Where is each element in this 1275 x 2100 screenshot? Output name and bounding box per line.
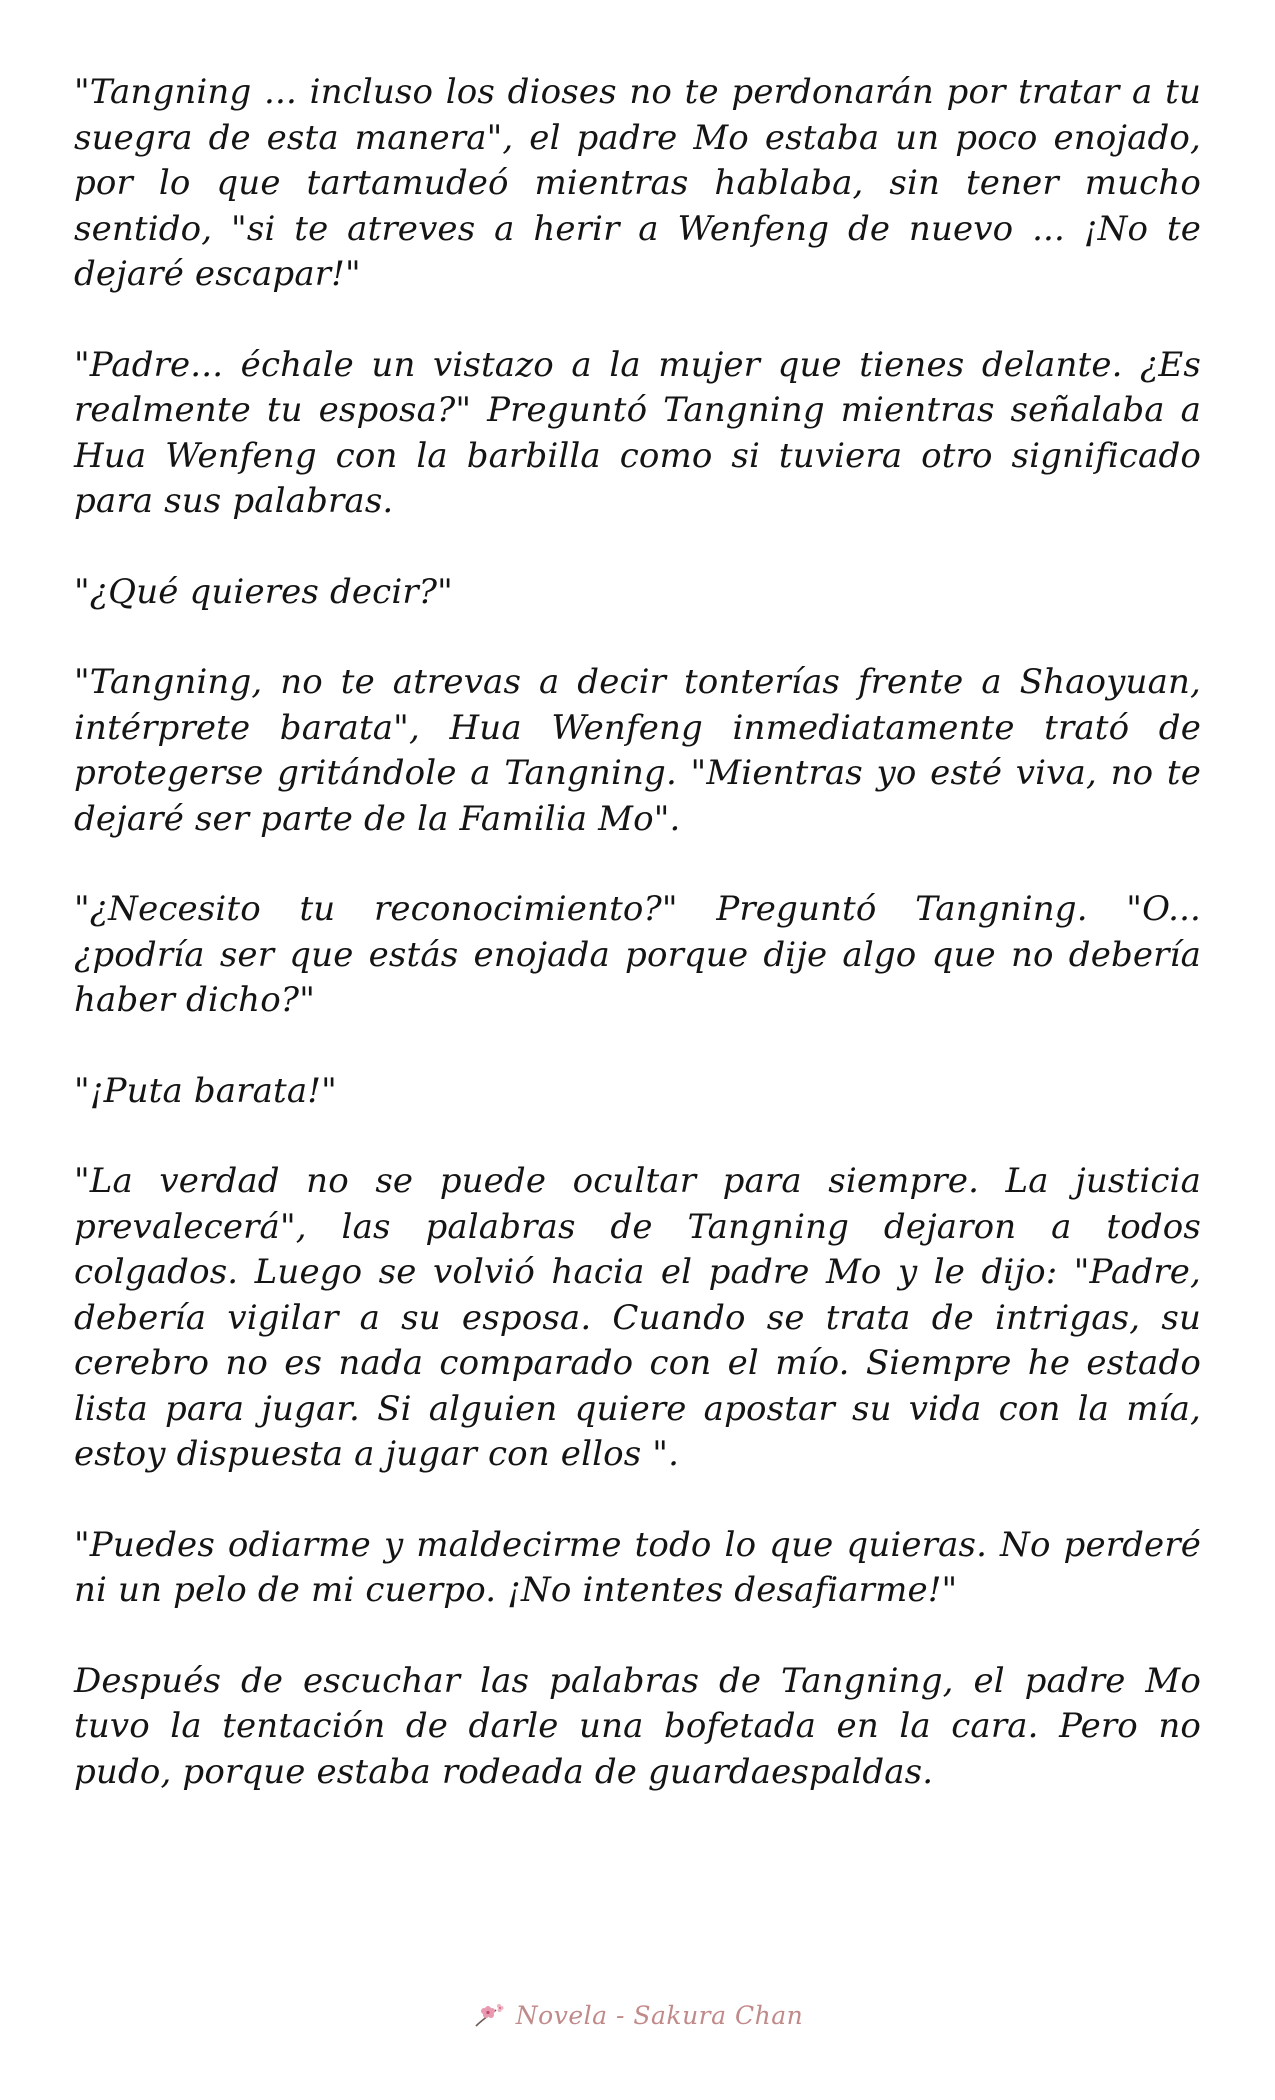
paragraph-8: "Puedes odiarme y maldecirme todo lo que quieras. No perderé ni un pelo de mi cuerpo. ¡No intentes desafiarme!" (74, 1524, 1201, 1610)
paragraph-4: "Tangning, no te atrevas a decir tonterías frente a Shaoyuan, intérprete barata", Hua Wenfeng inmediatamente trató de protegerse gritándole a Tangning. "Mientras yo esté viva, no te dejaré ser parte de la Familia Mo". (74, 662, 1201, 839)
paragraph-9: Después de escuchar las palabras de Tangning, el padre Mo tuvo la tentación de darle una bofetada en la cara. Pero no pudo, porque estaba rodeada de guardaespaldas. (74, 1660, 1201, 1792)
paragraph-5: "¿Necesito tu reconocimiento?" Preguntó Tangning. "O... ¿podría ser que estás enojada porque dije algo que no debería haber dicho?" (74, 889, 1201, 1020)
cherry-blossom-icon (472, 2000, 506, 2030)
footer-watermark (0, 1995, 1275, 2035)
footer-brand (472, 2000, 803, 2030)
paragraph-1: "Tangning ... incluso los dioses no te perdonarán por tratar a tu suegra de esta manera", el padre Mo estaba un poco enojado, por lo que tartamudeó mientras hablaba, sin tener mucho sentido, "si te atreves a herir a Wenfeng de nuevo ... ¡No te dejaré escapar!" (74, 72, 1201, 294)
paragraph-6: "¡Puta barata!" (74, 1070, 337, 1111)
paragraph-2: "Padre... échale un vistazo a la mujer que tienes delante. ¿Es realmente tu esposa?" Preguntó Tangning mientras señalaba a Hua Wenfeng con la barbilla como si tuviera otro significado para sus palabras. (74, 344, 1201, 521)
story-text (74, 70, 1201, 1840)
paragraph-7: "La verdad no se puede ocultar para siempre. La justicia prevalecerá", las palabras de Tangning dejaron a todos colgados. Luego se volvió hacia el padre Mo y le dijo: "Padre, debería vigilar a su esposa. Cuando se trata de intrigas, su cerebro no es nada comparado con el mío. Siempre he estado lista para jugar. Si alguien quiere apostar su vida con la mía, estoy dispuesta a jugar con ellos ". (74, 1161, 1201, 1474)
footer-text: Novela - Sakura Chan (515, 2000, 804, 2030)
paragraph-3: "¿Qué quieres decir?" (74, 571, 453, 612)
